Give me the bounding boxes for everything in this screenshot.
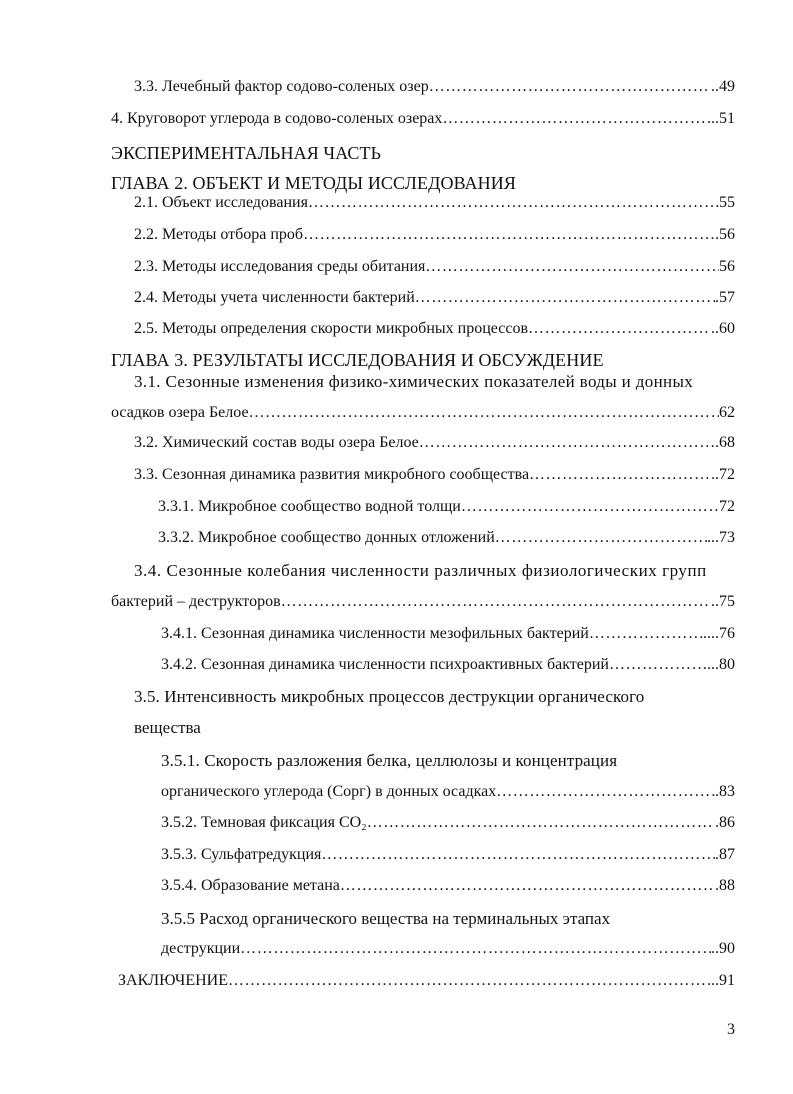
toc-leader-dots [340,877,715,895]
toc-leader-dots [429,78,711,96]
toc-entry-text: ЗАКЛЮЧЕНИЕ [118,972,228,989]
toc-leader-dots [308,194,719,212]
toc-entry-text: 3.5.4. Образование метана [161,877,340,894]
toc-entry-page: 62 [719,404,735,421]
toc-entry-3-5-1-line2 [161,783,735,801]
toc-entry-3-5-line1: 3.5. Интенсивность микробных процессов деструкции органического [134,687,645,706]
toc-entry-text: бактерий – деструкторов [111,593,281,610]
toc-entry-text: 2.3. Методы исследования среды обитания [134,258,426,275]
toc-entry-3-5-3 [161,846,735,864]
toc-entry-text: 3.3.1. Микробное сообщество водной толщи [158,498,461,515]
toc-entry-page: .83 [715,783,735,800]
toc-leader-dots [415,289,715,307]
toc-entry-text: 3.4.1. Сезонная динамика численности мезофильных бактерий [161,625,589,642]
toc-entry-text: органического углерода (Сорг) в донных осадках [161,783,497,800]
toc-entry-page: ..51 [711,110,735,127]
toc-entry-text: 2.4. Методы учета численности бактерий [134,289,415,306]
toc-leader-dots [425,258,719,276]
toc-entry-conclusion [118,972,735,990]
toc-leader-dots [495,529,707,547]
toc-entry-3-5-5-line1: 3.5.5 Расход органического вещества на терминальных этапах [161,909,611,928]
toc-entry-text: 2.1. Объект исследования [134,194,308,211]
toc-entry-3-1-line2 [111,404,735,422]
heading-chapter-3: ГЛАВА 3. РЕЗУЛЬТАТЫ ИССЛЕДОВАНИЯ И ОБСУЖДЕНИЕ [111,350,604,370]
toc-entry-page: ..49 [711,78,735,95]
toc-leader-dots [303,226,715,244]
toc-entry-3-3-2 [158,529,735,547]
toc-entry-3-4-line2 [111,593,735,611]
toc-entry-3-1-line1: 3.1. Сезонные изменения физико-химических показателей воды и донных [134,372,694,391]
toc-entry-page: .86 [715,814,735,831]
toc-leader-dots [442,110,711,128]
toc-leader-dots [528,320,711,338]
toc-leader-dots [240,940,711,958]
toc-entry-page: ...73 [707,529,735,546]
toc-entry-3-3-1 [158,498,735,516]
toc-leader-dots [321,846,715,864]
toc-leader-dots [529,466,715,484]
heading-chapter-2: ГЛАВА 2. ОБЪЕКТ И МЕТОДЫ ИССЛЕДОВАНИЯ [111,173,516,193]
toc-entry-page: ..60 [711,320,735,337]
toc-entry-text: 3.2. Химический состав воды озера Белое [134,434,419,451]
toc-entry-page: ...80 [707,656,735,673]
toc-entry-page: ..90 [711,940,735,957]
toc-entry-text: 2.2. Методы отбора проб [134,226,304,243]
toc-entry-2-3 [134,258,735,276]
toc-entry-text: 3.5.3. Сульфатредукция [161,846,322,863]
toc-leader-dots [228,972,711,990]
toc-leader-dots [367,814,715,832]
toc-entry-text: 3.5.2. Темновая фиксация СО₂ [161,814,367,831]
toc-entry-3-4-line1: 3.4. Сезонные колебания численности различных физиологических групп [134,561,707,580]
toc-entry-page: 55 [719,194,735,211]
toc-leader-dots [461,498,719,516]
toc-entry-3-5-1-line1: 3.5.1. Скорость разложения белка, целлюлозы и концентрация [161,751,618,770]
toc-entry-3-4-1 [161,625,735,643]
toc-entry-3-5-2 [161,814,735,832]
toc-entry-page: .68 [715,434,735,451]
page-number: 3 [727,1021,735,1038]
heading-experimental-part: ЭКСПЕРИМЕНТАЛЬНАЯ ЧАСТЬ [111,143,382,163]
toc-entry-4-carbon-cycle [111,110,735,128]
toc-entry-2-2 [134,226,735,244]
toc-entry-2-4 [134,289,735,307]
toc-entry-3-5-line2: вещества [134,718,201,737]
toc-leader-dots [419,434,715,452]
toc-entry-3-3-healing [134,78,735,96]
toc-entry-3-2 [134,434,735,452]
toc-leader-dots [496,783,715,801]
toc-entry-page: ..75 [711,593,735,610]
toc-entry-text: деструкции [161,940,241,957]
toc-entry-text: 2.5. Методы определения скорости микробных процессов [134,320,529,337]
toc-entry-3-5-5-line2 [161,940,735,958]
toc-entry-3-5-4 [161,877,735,895]
toc-entry-text: 3.3.2. Микробное сообщество донных отложений [158,529,495,546]
toc-entry-2-1 [134,194,735,212]
toc-entry-page: .72 [715,466,735,483]
toc-entry-page: .88 [715,877,735,894]
toc-entry-text: осадков озера Белое [111,404,249,421]
toc-entry-page: .56 [715,226,735,243]
toc-entry-page: 56 [719,258,735,275]
toc-entry-2-5 [134,320,735,338]
toc-leader-dots [249,404,719,422]
toc-entry-3-4-2 [161,656,735,674]
toc-entry-text: 3.3. Сезонная динамика развития микробного сообщества [134,466,530,483]
toc-leader-dots [589,625,703,643]
toc-leader-dots [609,656,707,674]
toc-leader-dots [281,593,711,611]
toc-entry-page: ..91 [711,972,735,989]
toc-entry-text: 4. Круговорот углерода в содово-соленых озерах [111,110,443,127]
toc-entry-text: 3.3. Лечебный фактор содово-соленых озер [134,78,429,95]
toc-entry-page: .87 [715,846,735,863]
toc-entry-text: 3.4.2. Сезонная динамика численности психроактивных бактерий [161,656,609,673]
toc-entry-page: .57 [715,289,735,306]
toc-entry-3-3 [134,466,735,484]
toc-entry-page: 72 [719,498,735,515]
toc-entry-page: ....76 [703,625,735,642]
